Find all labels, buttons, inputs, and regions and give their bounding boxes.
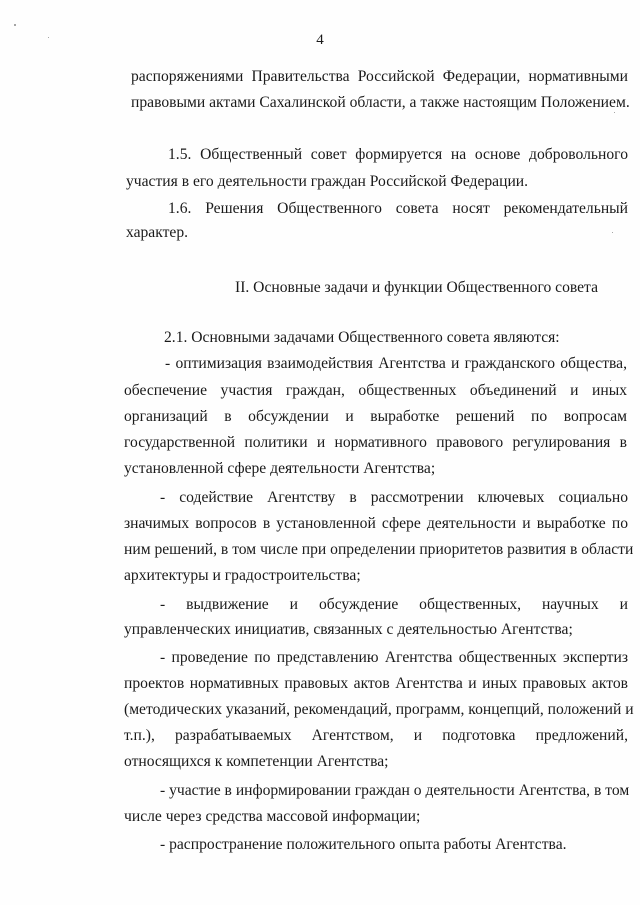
list-item-line: государственной политики и нормативного правового регулирования в [124, 434, 627, 451]
paragraph-line: 1.5. Общественный совет формируется на основе добровольного [168, 146, 628, 163]
paragraph-line: 2.1. Основными задачами Общественного совета являются: [164, 329, 560, 346]
list-item-line: организаций в обсуждении и выработке решений по вопросам [124, 408, 627, 425]
paragraph-line: распоряжениями Правительства Российской Федерации, нормативными [131, 68, 628, 85]
list-item-line: - проведение по представлению Агентства общественных экспертиз [160, 649, 628, 666]
paragraph-line: участия в его деятельности граждан Российской Федерации. [126, 173, 529, 190]
list-item-line: числе через средства массовой информации; [124, 808, 421, 825]
list-item-line: управленческих инициатив, связанных с деятельностью Агентства; [124, 621, 573, 638]
page-number: 4 [316, 32, 324, 48]
list-item-line: (методических указаний, рекомендаций, программ, концепций, положений и [124, 701, 634, 718]
scan-speck [14, 24, 16, 26]
list-item-line: обеспечение участия граждан, общественных объединений и иных [124, 382, 627, 399]
list-item-line: значимых вопросов в установленной сфере деятельности и выработке по [124, 515, 628, 532]
list-item-line: проектов нормативных правовых актов Агентства и иных правовых актов [124, 675, 628, 692]
paragraph-line: характер. [126, 224, 189, 241]
list-item-line: - распространение положительного опыта работы Агентства. [160, 836, 567, 853]
list-item-line: ним решений, в том числе при определении приоритетов развития в области [124, 541, 634, 558]
scan-speck [614, 112, 615, 113]
list-item-line: установленной сфере деятельности Агентства; [124, 460, 436, 477]
list-item-line: - выдвижение и обсуждение общественных, научных и [160, 596, 628, 613]
list-item-line: - содействие Агентству в рассмотрении ключевых социально [160, 489, 628, 506]
list-item-line: - участие в информировании граждан о деятельности Агентства, в том [160, 782, 630, 799]
list-item-line: относящихся к компетенции Агентства; [124, 753, 389, 770]
paragraph-line: 1.6. Решения Общественного совета носят рекомендательный [168, 200, 628, 217]
section-heading: II. Основные задачи и функции Общественного совета [235, 279, 598, 296]
scan-speck [612, 232, 613, 233]
scan-speck [610, 380, 611, 381]
scan-speck [48, 37, 49, 38]
list-item-line: т.п.), разрабатываемых Агентством, и подготовка предложений, [124, 727, 628, 744]
paragraph-line: правовыми актами Сахалинской области, а также настоящим Положением. [131, 94, 630, 111]
list-item-line: архитектуры и градостроительства; [124, 567, 361, 584]
list-item-line: - оптимизация взаимодействия Агентства и гражданского общества, [165, 355, 627, 372]
